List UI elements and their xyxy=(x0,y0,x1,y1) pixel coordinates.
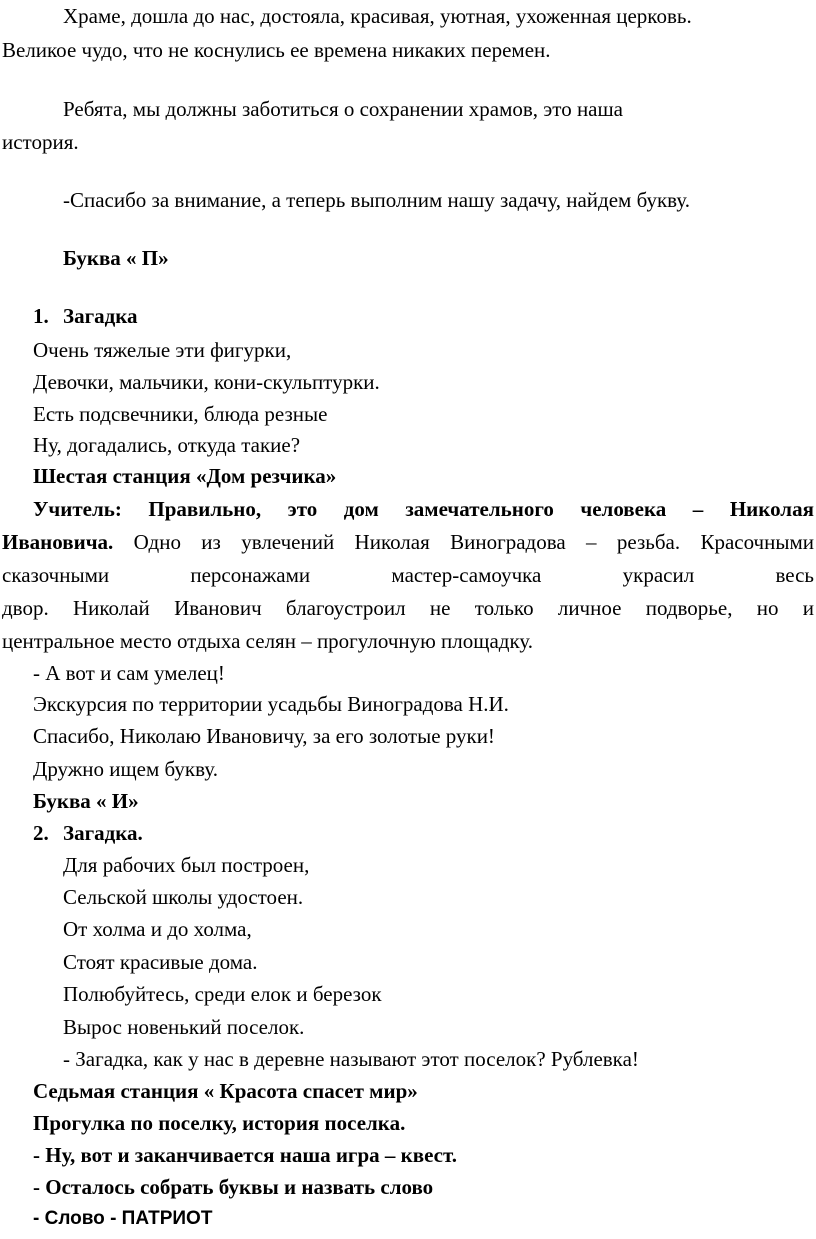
riddle2-answer-line: - Загадка, как у нас в деревне называют этот поселок? Рублевка! xyxy=(63,1047,639,1071)
teacher-word: только xyxy=(474,596,534,620)
riddle1-number: 1. xyxy=(33,304,49,328)
teacher-word: человека xyxy=(580,497,667,521)
teacher-word: Виноградова xyxy=(450,530,566,554)
teacher-word: Николая xyxy=(354,530,430,554)
teacher-word: Николай xyxy=(72,596,150,620)
closing-line: - Ну, вот и заканчивается наша игра – квест. xyxy=(33,1143,457,1167)
teacher-word: мастер-самоучка xyxy=(391,563,542,587)
riddle1-line: Очень тяжелые эти фигурки, xyxy=(33,338,292,362)
teacher-word: но xyxy=(756,596,779,620)
teacher-word: персонажами xyxy=(190,563,311,587)
text-line: Экскурсия по территории усадьбы Виноградова Н.И. xyxy=(33,692,509,716)
teacher-word: Николая xyxy=(729,497,814,521)
riddle2-line: Вырос новенький поселок. xyxy=(63,1015,305,1039)
closing-line: Прогулка по поселку, история поселка. xyxy=(33,1111,406,1135)
teacher-word: двор. xyxy=(2,596,49,620)
final-word: - Слово - ПАТРИОТ xyxy=(33,1208,213,1229)
riddle2-line: Сельской школы удостоен. xyxy=(63,885,304,909)
teacher-word: украсил xyxy=(622,563,695,587)
teacher-word: Одно xyxy=(133,530,181,554)
riddle2-line: От холма и до холма, xyxy=(63,917,252,941)
teacher-line1 xyxy=(33,496,814,522)
text-line: Дружно ищем букву. xyxy=(33,757,218,781)
teacher-word: и xyxy=(802,596,814,620)
teacher-word: из xyxy=(201,530,221,554)
teacher-word: благоустроил xyxy=(285,596,406,620)
riddle2-line: Стоят красивые дома. xyxy=(63,950,258,974)
teacher-word: Иванович xyxy=(174,596,262,620)
para1-line2: Великое чудо, что не коснулись ее времена никаких перемен. xyxy=(2,38,551,62)
teacher-word: личное xyxy=(557,596,622,620)
teacher-line3 xyxy=(2,562,814,588)
para1-line1: Храме, дошла до нас, достояла, красивая, уютная, ухоженная церковь. xyxy=(63,4,692,28)
teacher-word: Правильно, xyxy=(148,497,262,521)
teacher-word: – xyxy=(692,497,704,521)
station7-heading: Седьмая станция « Красота спасет мир» xyxy=(33,1079,418,1103)
riddle2-number: 2. xyxy=(33,821,49,845)
teacher-word: Ивановича. xyxy=(2,530,114,554)
teacher-word: это xyxy=(287,497,318,521)
para2-line1: Ребята, мы должны заботиться о сохранении храмов, это наша xyxy=(63,97,623,121)
teacher-label: Учитель: xyxy=(33,497,122,521)
teacher-line4 xyxy=(2,595,814,621)
riddle2-title: Загадка. xyxy=(63,821,143,845)
teacher-word: Красочными xyxy=(700,530,814,554)
teacher-word: не xyxy=(429,596,451,620)
teacher-word: сказочными xyxy=(2,563,110,587)
letter-i-heading: Буква « И» xyxy=(33,789,139,813)
teacher-word: весь xyxy=(775,563,814,587)
teacher-line2 xyxy=(2,529,814,555)
text-line: - А вот и сам умелец! xyxy=(33,661,225,685)
riddle1-line: Есть подсвечники, блюда резные xyxy=(33,402,328,426)
closing-line: - Осталось собрать буквы и назвать слово xyxy=(33,1175,434,1199)
riddle1-line: Девочки, мальчики, кони-скульптурки. xyxy=(33,370,380,394)
teacher-word: увлечений xyxy=(241,530,335,554)
letter-p-heading: Буква « П» xyxy=(63,246,169,270)
station6-heading: Шестая станция «Дом резчика» xyxy=(33,464,337,488)
riddle1-title: Загадка xyxy=(63,304,138,328)
para3: -Спасибо за внимание, а теперь выполним нашу задачу, найдем букву. xyxy=(63,188,691,212)
riddle2-line: Полюбуйтесь, среди елок и березок xyxy=(63,982,382,1006)
text-line: Спасибо, Николаю Ивановичу, за его золотые руки! xyxy=(33,724,495,748)
riddle2-line: Для рабочих был построен, xyxy=(63,853,310,877)
riddle1-line: Ну, догадались, откуда такие? xyxy=(33,433,301,457)
para2-line2: история. xyxy=(2,130,79,154)
teacher-word: замечательного xyxy=(405,497,554,521)
teacher-word: дом xyxy=(343,497,379,521)
teacher-word: резьба. xyxy=(616,530,681,554)
teacher-line5: центральное место отдыха селян – прогулочную площадку. xyxy=(2,629,533,653)
teacher-word: – xyxy=(586,530,597,554)
teacher-word: подворье, xyxy=(645,596,733,620)
